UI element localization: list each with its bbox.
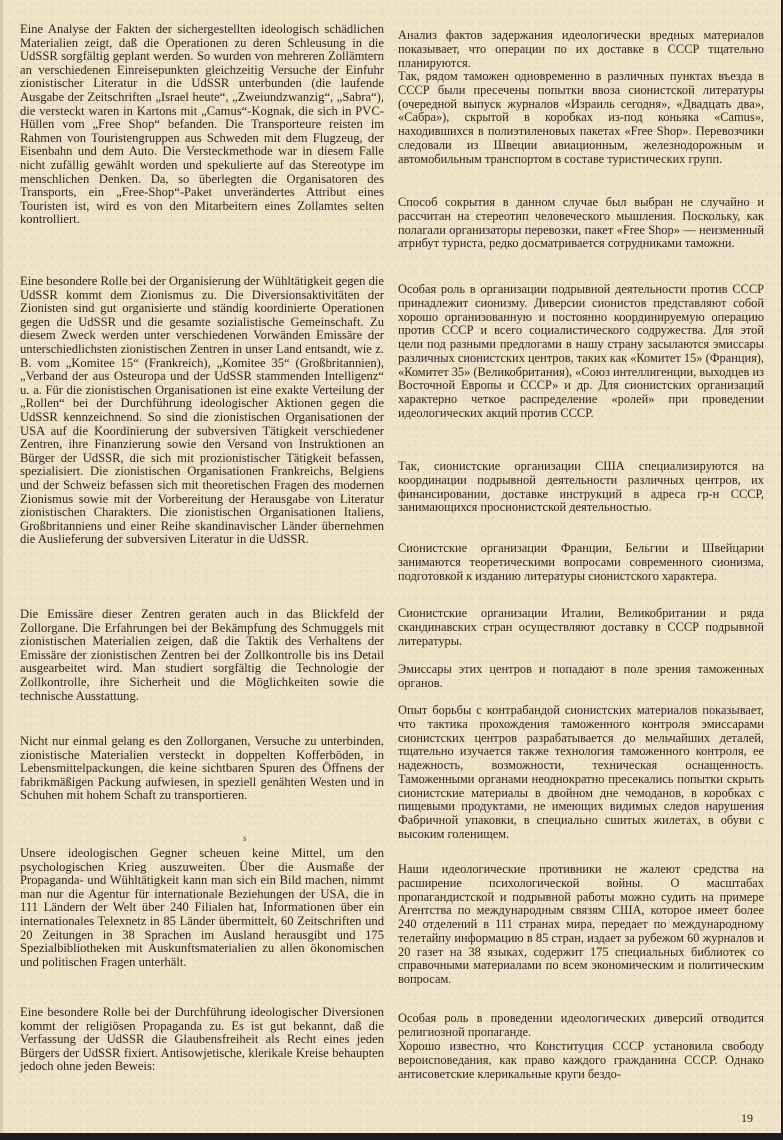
russian-paragraph-12: Хорошо известно, что Конституция СССР установила свободу вероисповедания, как право каждого гражданина СССР. Однако антисоветские клерикальные круги бездо- [398, 1039, 764, 1081]
russian-paragraph-3: Способ сокрытия в данном случае был выбран не случайно и рассчитан на стереотип человеческого мышления. Поскольку, как полагали организаторы перевозки, пакет «Free Shop» — неизменный атрибут туриста, редко досматривается сотрудниками таможни. [398, 195, 764, 251]
russian-paragraph-9: Опыт борьбы с контрабандой сионистских материалов показывает, что тактика прохождения таможенного контроля эмиссарами сионистских центров разрабатывается до мельчайших деталей, тщательно изучается также технология таможенного контроля, ее надежность, возможности, техническая оснащенность. Таможенными органами неоднократно пресекались попытки скрыть сионистские материалы в двойном дне чемоданов, в коробках с пищевыми продуктами, не имеющих видимых следов нарушения Фабричной упаковки, в специально сшитых жилетах, в обуви с высоким голенищем. [398, 703, 764, 841]
russian-paragraph-5: Так, сионистские организации США специализируются на координации подрывной деятельности различных центров, их финансировании, доставке инструкций в адреса гр-н СССР, занимающихся просионистской деятельностью. [398, 459, 764, 515]
page-edge [0, 0, 3, 1133]
german-paragraph-6: Eine besondere Rolle bei der Durchführung ideologischer Diversionen kommt der religiösen Propaganda zu. Es ist gut bekannt, daß die Verfassung der UdSSR die Glaubensfreiheit als Recht eines jeden Bürgers der UdSSR fixiert. Antisowjetische, klerikale Kreise behaupten jedoch ohne jeden Beweis: [20, 1005, 384, 1074]
russian-paragraph-1: Анализ фактов задержания идеологически вредных материалов показывает, что операции по их доставке в СССР тщательно планируются. [398, 28, 764, 70]
german-paragraph-1: Eine Analyse der Fakten der sichergestellten ideologisch schädlichen Materialien zeigt, daß die Operationen zu deren Schleusung in die UdSSR sorgfältig geplant werden. So wurden von mehreren Zollämtern an verschiedenen Einreisepunkten gleichzeitig Versuche der Einfuhr zionistischer Literatur in die UdSSR unterbunden (die laufende Ausgabe der Zeitschriften „Israel heute“, „Zweiundzwanzig“, „Sabra“), die versteckt waren in Kartons mit „Camus“-Kognak, die sich in PVC-Hüllen vom „Free Shop“ befanden. Die Transporteure reisten im Rahmen von Touristengruppen aus Schweden mit dem Flugzeug, der Eisenbahn und dem Auto. Die Versteckmethode war in diesem Falle nicht zufällig gewählt worden und spekulierte auf das Stereotype im menschlichen Denken. Da, so überlegten die Organisatoren des Transports, ein „Free-Shop“-Paket unverändertes Attribut eines Touristen ist, wird es von den Mitarbeitern eines Zollamtes selten kontrolliert. [20, 22, 384, 227]
russian-paragraph-4: Особая роль в организации подрывной деятельности против СССР принадлежит сионизму. Диверсии сионистов представляют собой хорошо организованную и постоянно координируемую операцию против СССР и всего социалистического содружества. Для этой цели под разными предлогами в нашу страну засылаются эмиссары различных сионистских центров, таких как «Комитет 15» (Франция), «Комитет 35» (Великобритания), «Союз интеллигенции, выходцев из Восточной Европы и СССР» и др. Для сионистских организаций характерно четкое распределение «ролей» при проведении идеологических акций против СССР. [398, 282, 765, 420]
russian-paragraph-2: Так, рядом таможен одновременно в различных пунктах въезда в СССР были пресечены попытки ввоза сионистской литературы (очередной выпуск журналов «Израиль сегодня», «Двадцать два», «Сабра»), скрытой в коробках из-под коньяка «Camus», находившихся в полиэтиленовых пакетах «Free Shop». Перевозчики следовали из Швеции авиационным, железнодорожным и автомобильным транспортом в составе туристических групп. [398, 69, 764, 166]
stray-mark: s [243, 833, 247, 843]
german-paragraph-4: Nicht nur einmal gelang es den Zollorganen, Versuche zu unterbinden, zionistische Materialien versteckt in doppelten Kofferböden, in Lebensmittelpackungen, die keine sichtbaren Spuren des Öffnens der fabrikmäßigen Packung aufwiesen, in speziell genähten Westen und in Schuhen mit hohem Schaft zu transportieren. [20, 734, 384, 803]
german-paragraph-3: Die Emissäre dieser Zentren geraten auch in das Blickfeld der Zollorgane. Die Erfahrungen bei der Bekämpfung des Schmuggels mit zionistischen Materialien zeigen, daß die Taktik des Verhaltens der Emissäre der zionistischen Zentren bei der Zollkontrolle bis ins Detail ausgearbeitet wird. Man studiert sorgfältig die Technologie der Zollkontrolle, ihre Sicherheit und die Möglichkeiten sowie die technische Ausstattung. [20, 607, 384, 703]
german-paragraph-2: Eine besondere Rolle bei der Organisierung der Wühltätigkeit gegen die UdSSR kommt dem Zionismus zu. Die Diversionsaktivitäten der Zionisten sind gut organisierte und ständig koordinierte Operationen gegen die UdSSR und die gesamte sozialistische Gemeinschaft. Zu diesem Zweck werden unter verschiedenen Vorwänden Emissäre der unterschiedlichsten zionistischen Zentren in unser Land entsandt, wie z. B. vom „Komitee 15“ (Frankreich), „Komitee 35“ (Großbritannien), „Verband der aus Osteuropa und der UdSSR stammenden Intelligenz“ u. a. Für die zionistischen Organisationen ist eine exakte Verteilung der „Rollen“ bei der Durchführung ideologischer Aktionen gegen die UdSSR kennzeichnend. So sind die zionistischen Organisationen der USA auf die Koordinierung der subversiven Tätigkeit verschiedener Zentren, ihre Finanzierung sowie den Versand von Instruktionen an Bürger der UdSSR, die sich mit prozionistischer Tätigkeit befassen, spezialisiert. Die zionistischen Organisationen Frankreichs, Belgiens und der Schweiz befassen sich mit theoretischen Fragen des modernen Zionismus sowie mit der Vorbereitung der Herausgabe von Literatur zionistischen Charakters. Die zionistischen Organisationen Italiens, Großbritanniens und einer Reihe skandinavischer Länder übernehmen die Auslieferung der subversiven Literatur in die UdSSR. [20, 274, 384, 547]
russian-paragraph-6: Сионистские организации Франции, Бельгии и Швейцарии занимаются теоретическими вопросами современного сионизма, подготовкой к изданию литературы сионистского характера. [398, 541, 764, 583]
russian-paragraph-11: Особая роль в проведении идеологических диверсий отводится религиозной пропаганде. [398, 1011, 764, 1039]
russian-paragraph-10: Наши идеологические противники не жалеют средства на расширение психологической войны. О масштабах пропагандистской и подрывной работы можно судить на примере Агентства по международным связям США, которое имеет более 240 отделений в 111 странах мира, передает по международному телетайпу информацию в 85 стран, издает за рубежом 60 журналов и 20 газет на 38 языках, содержит 175 специальных библиотек со справочными материалами по всем экономическим и политическим вопросам. [398, 862, 764, 986]
russian-paragraph-7: Сионистские организации Италии, Великобритании и ряда скандинавских стран осуществляют доставку в СССР подрывной литературы. [398, 606, 764, 648]
page-number: 19 [741, 1111, 753, 1125]
scan-border [0, 1133, 783, 1140]
german-paragraph-5: Unsere ideologischen Gegner scheuen keine Mittel, um den psychologischen Krieg auszuweiten. Über die Ausmaße der Propaganda- und Wühltätigkeit kann man sich ein Bild machen, nimmt man nur die Agentur für internationale Beziehungen der USA, die in 111 Ländern der Welt über 240 Filialen hat, Informationen über ein internationales Telexnetz in 85 Länder übermittelt, 60 Zeitschriften und 20 Zeitungen in 38 Sprachen im Ausland herausgibt und 175 Spezialbibliotheken mit Auskunftsmaterialien zu allen ökonomischen und politischen Fragen unterhält. [20, 846, 384, 969]
russian-paragraph-8: Эмиссары этих центров и попадают в поле зрения таможенных органов. [398, 662, 764, 690]
